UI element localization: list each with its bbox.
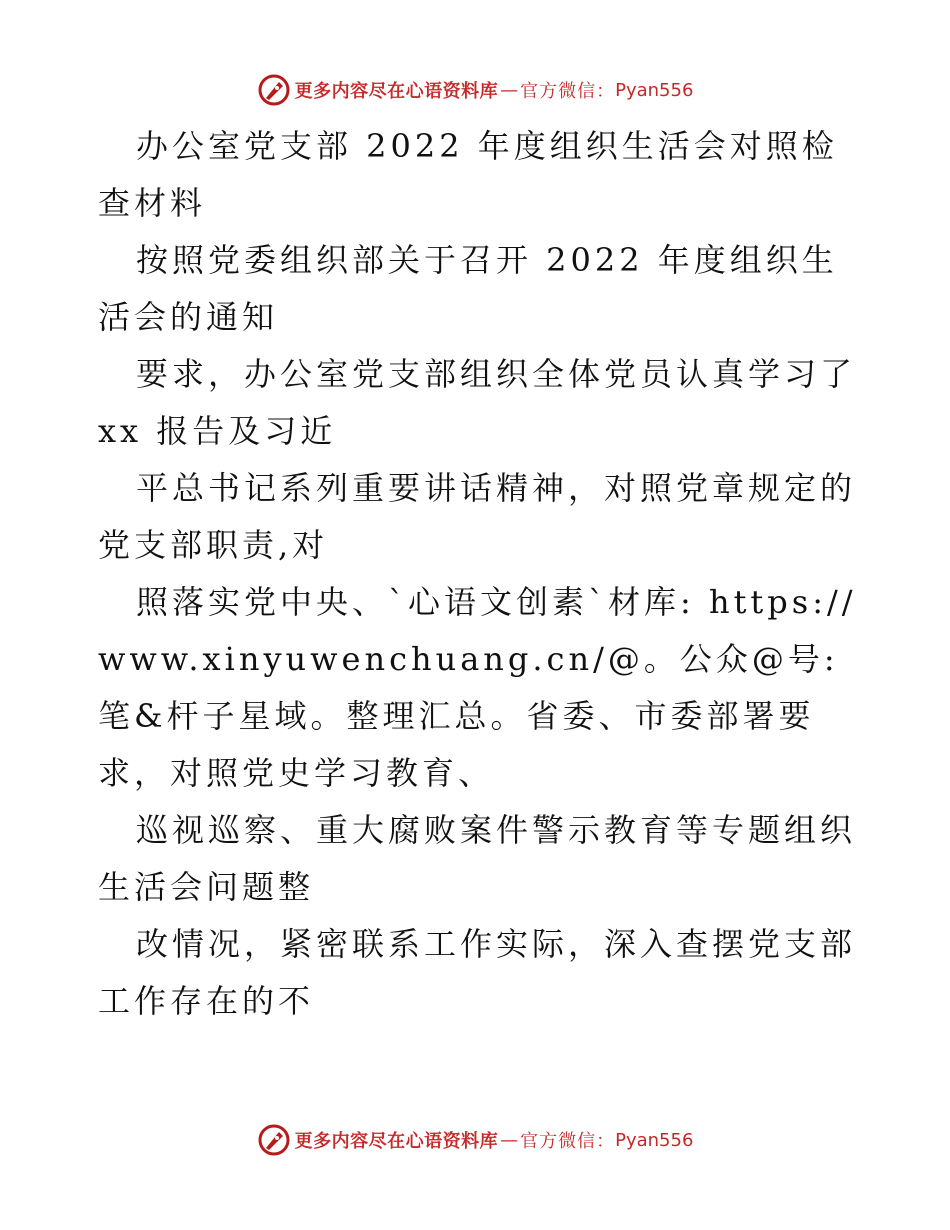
banner-account: Pyan556 xyxy=(615,79,694,101)
footer-banner xyxy=(0,1120,950,1160)
banner-brand-text: 更多内容尽在心语资料库 xyxy=(294,81,499,102)
paragraph: 办公室党支部 2022 年度组织生活会对照检查材料 xyxy=(98,127,838,222)
header-banner xyxy=(0,70,950,110)
banner-official-label: 官方微信： xyxy=(520,1131,616,1152)
document-body xyxy=(98,118,858,1030)
paragraph: 按照党委组织部关于召开 2022 年度组织生活会的通知 xyxy=(98,241,838,336)
pen-nib-logo-icon xyxy=(257,73,291,107)
banner-separator: — xyxy=(500,79,519,101)
paragraph: 照落实党中央、`心语文创素`材库: https://www.xinyuwenchuang.cn/@。公众@号: 笔&杆子星域。整理汇总。省委、市委部署要求，对照党史学习教育、 xyxy=(98,583,857,792)
paragraph: 巡视巡察、重大腐败案件警示教育等专题组织生活会问题整 xyxy=(98,811,857,906)
paragraph: 平总书记系列重要讲话精神，对照党章规定的党支部职责,对 xyxy=(98,469,857,564)
pen-nib-logo-icon xyxy=(257,1123,291,1157)
paragraph: 要求，办公室党支部组织全体党员认真学习了 xx 报告及习近 xyxy=(98,355,857,450)
banner-account: Pyan556 xyxy=(615,1129,694,1151)
banner-brand-text: 更多内容尽在心语资料库 xyxy=(294,1131,499,1152)
banner-official-label: 官方微信： xyxy=(520,81,616,102)
paragraph: 改情况，紧密联系工作实际，深入查摆党支部工作存在的不 xyxy=(98,925,857,1020)
banner-separator: — xyxy=(500,1129,519,1151)
